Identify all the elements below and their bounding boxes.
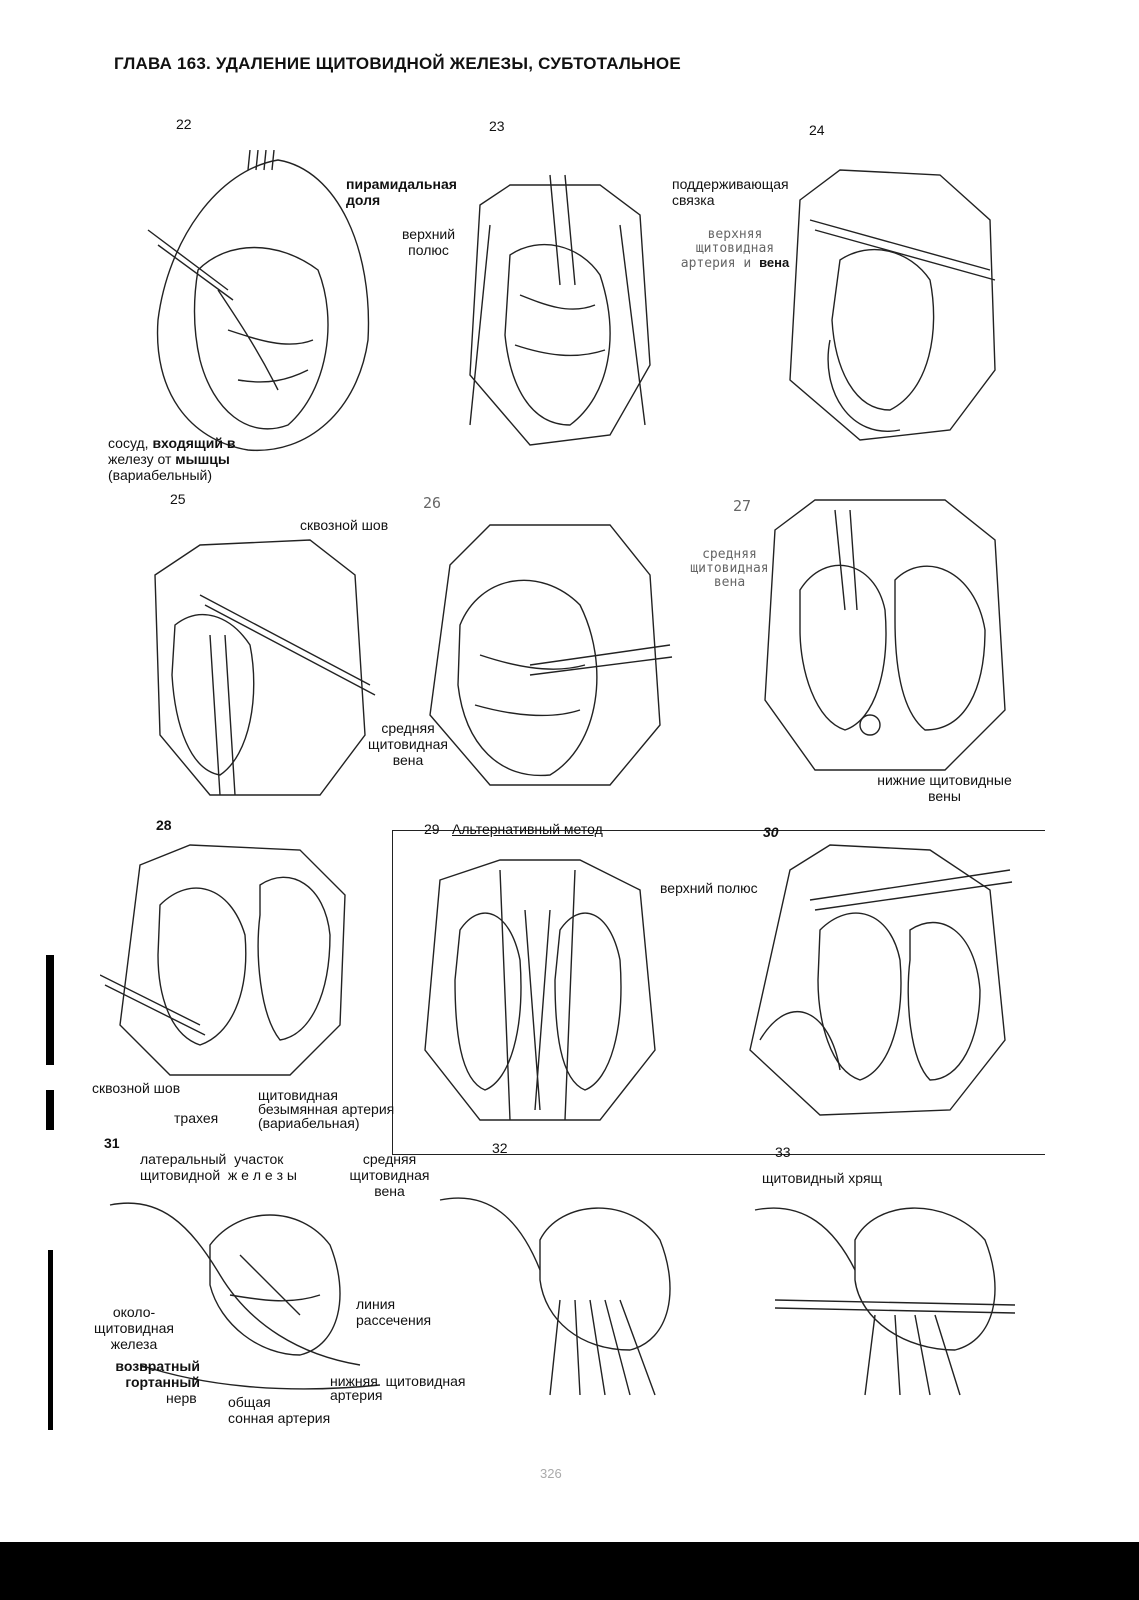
figure-24-illustration [770,160,1005,445]
middle-thyroid-vein-label-26: средняя щитовидная вена [368,720,448,768]
trachea-label: трахея [174,1110,219,1126]
figure-27-illustration [745,490,1025,780]
lateral-thyroid-portion-label: латеральный участок щитовидной ж е л е з ы [140,1151,297,1183]
figure-33-illustration [745,1180,1035,1400]
figure-24-number: 24 [809,122,825,138]
figure-25-illustration [140,515,380,800]
page-title: ГЛАВА 163. УДАЛЕНИЕ ЩИТОВИДНОЙ ЖЕЛЕЗЫ, СУБТОТАЛЬНОЕ [114,54,681,73]
inferior-thyroid-artery-label: нижняя щитовидная артерия [330,1373,466,1403]
figure-32-illustration [430,1180,700,1400]
nerve-label: нерв [166,1390,197,1406]
figure-32-number: 32 [492,1140,508,1156]
alternative-method-frame [392,830,1045,1155]
middle-thyroid-vein-label-31: средняя щитовидная вена [349,1151,430,1199]
inferior-thyroid-veins-label: нижние щитовидные вены [877,772,1012,804]
thyroid-ima-artery-label: щитовидная безымянная артерия (вариабельная) [258,1087,395,1131]
vessel-label-line1: сосуд, входящий в [108,435,236,451]
upper-pole-label-30: верхний полюс [660,880,758,896]
pyramidal-lobe-label: пирамидальная доля [346,176,457,208]
figure-28-number: 28 [156,817,172,833]
figure-27-number: 27 [733,497,752,515]
through-suture-label-28: сквозной шов [92,1080,181,1096]
vessel-label-line3: (вариабельный) [108,467,213,483]
scan-artifact [48,1250,53,1430]
figure-31-number: 31 [104,1135,120,1151]
middle-thyroid-vein-label-27: средняя щитовидная вена [690,547,769,590]
supporting-ligament-label: поддерживающая связка [672,176,789,208]
common-carotid-label: общая сонная артерия [228,1394,331,1426]
figure-26-number: 26 [423,494,442,512]
figure-29-number: 29 [424,821,440,837]
through-suture-label: сквозной шов [300,517,389,533]
superior-thyroid-artery-label: верхняя щитовидная артерия и вена [680,227,790,271]
recurrent-laryngeal-label: возвратный гортанный [115,1358,200,1390]
vessel-label-line2: железу от мышцы [108,451,230,467]
page-number: 326 [540,1466,562,1481]
figure-22-number: 22 [176,116,192,132]
figure-33-number: 33 [775,1144,791,1160]
alternative-method-label: Альтернативный метод [452,821,603,837]
scan-artifact [46,1090,54,1130]
scan-bottom-border [0,1542,1139,1600]
figure-30-number: 30 [763,824,779,840]
figure-23-illustration [450,165,665,455]
resection-line-label: линия рассечения [356,1296,432,1328]
thyroid-cartilage-label: щитовидный хрящ [762,1170,883,1186]
figure-23-number: 23 [489,118,505,134]
figure-28-illustration [100,835,350,1080]
figure-25-number: 25 [170,491,186,507]
upper-pole-label: верхний полюс [402,226,456,258]
scan-artifact [46,955,54,1065]
parathyroid-gland-label: около- щитовидная железа [94,1304,174,1352]
